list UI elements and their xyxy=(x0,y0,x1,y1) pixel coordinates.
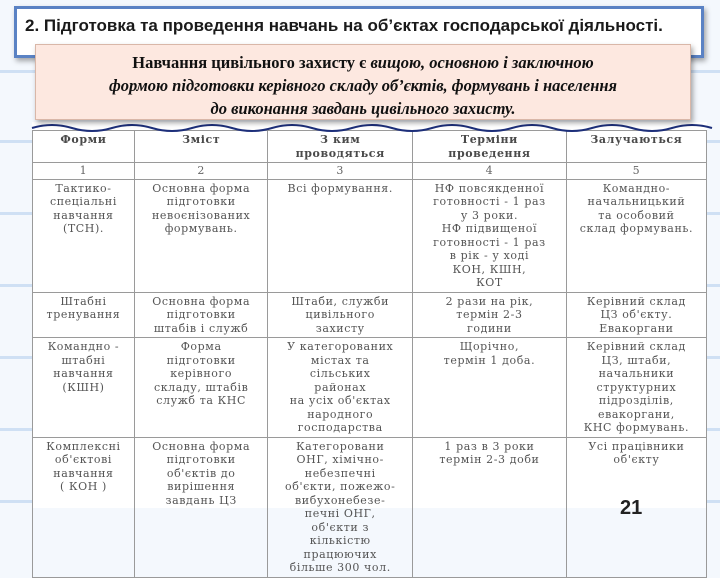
table-cell: У категорованих містах та сільських районах на усіх об'єктах народного господарства xyxy=(268,338,413,438)
table-cell: Командно - штабні навчання (КШН) xyxy=(33,338,135,438)
definition-callout xyxy=(35,44,691,120)
table-cell: Усі працівники об'єкту xyxy=(566,437,706,577)
training-forms-table xyxy=(32,122,707,574)
table-cell: Керівний склад ЦЗ, штаби, начальники структурних підрозділів, евакоргани, КНС формувань. xyxy=(566,338,706,438)
table-row xyxy=(33,338,707,438)
column-header: Терміни проведення xyxy=(413,131,567,163)
slide-title: 2. Підготовка та проведення навчань на об’єктах господарської діяльності. xyxy=(25,16,663,35)
column-number: 2 xyxy=(134,163,268,180)
table-cell: Тактико- спеціальні навчання (ТСН). xyxy=(33,179,135,292)
definition-text xyxy=(36,45,690,120)
table-header-row xyxy=(33,131,707,163)
table-row xyxy=(33,292,707,338)
table xyxy=(32,130,707,578)
table-cell: Форма підготовки керівного складу, штабів служб та КНС xyxy=(134,338,268,438)
table-row xyxy=(33,437,707,577)
column-number: 1 xyxy=(33,163,135,180)
column-number: 5 xyxy=(566,163,706,180)
column-header: Зміст xyxy=(134,131,268,163)
column-header: З ким проводяться xyxy=(268,131,413,163)
definition-line3: до виконання завдань цивільного захисту. xyxy=(210,99,516,118)
definition-line1-plain: Навчання цивільного захисту є xyxy=(132,53,371,72)
table-cell: Основна форма підготовки невоєнізованих формувань. xyxy=(134,179,268,292)
torn-edge-decoration xyxy=(32,122,707,132)
definition-line2: формою підготовки керівного складу об’єктів, формувань і населення xyxy=(108,76,618,95)
table-cell: Категоровани ОНГ, хімічно- небезпечні об'єкти, пожежо- вибухонебезе- печні ОНГ, об'єкти з кількістю працюючих більше 300 чол. xyxy=(268,437,413,577)
table-cell: Всі формування. xyxy=(268,179,413,292)
table-cell: Комплексні об'єктові навчання ( КОН ) xyxy=(33,437,135,577)
table-cell: Штаби, служби цивільного захисту xyxy=(268,292,413,338)
column-number-row xyxy=(33,163,707,180)
table-cell: Командно- начальницький та особовий склад формувань. xyxy=(566,179,706,292)
column-header: Форми xyxy=(33,131,135,163)
table-cell: 2 рази на рік, термін 2-3 години xyxy=(413,292,567,338)
table-cell: Щорічно, термін 1 доба. xyxy=(413,338,567,438)
column-number: 4 xyxy=(413,163,567,180)
definition-line1-italic: вищою, основною і заключною xyxy=(370,53,594,72)
table-cell: 1 раз в 3 роки термін 2-3 доби xyxy=(413,437,567,577)
table-cell: НФ повсякденної готовності - 1 раз у 3 роки. НФ підвищеної готовності - 1 раз в рік - у ході КОН, КШН, КОТ xyxy=(413,179,567,292)
table-cell: Штабні тренування xyxy=(33,292,135,338)
table-cell: Основна форма підготовки об'єктів до вирішення завдань ЦЗ xyxy=(134,437,268,577)
table-row xyxy=(33,179,707,292)
column-number: 3 xyxy=(268,163,413,180)
page-number: 21 xyxy=(620,497,643,519)
table-cell: Основна форма підготовки штабів і служб xyxy=(134,292,268,338)
column-header: Залучаються xyxy=(566,131,706,163)
table-cell: Керівний склад ЦЗ об'єкту. Евакоргани xyxy=(566,292,706,338)
